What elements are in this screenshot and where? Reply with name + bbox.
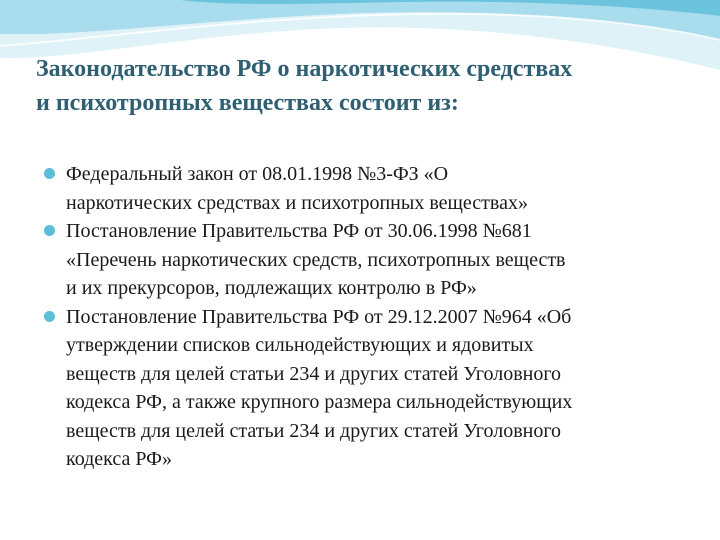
bullet-text-line: «Перечень наркотических средств, психотропных веществ: [66, 248, 566, 271]
bullet-list: [44, 160, 694, 474]
bullet-item-federal-law: [44, 160, 694, 217]
bullet-text-line: веществ для целей статьи 234 и других статей Уголовного: [66, 362, 562, 385]
slide-title: [36, 52, 696, 120]
bullet-text-line: утверждении списков сильнодействующих и ядовитых: [66, 334, 534, 356]
bullet-text-line: кодекса РФ, а также крупного размера сильнодействующих: [66, 391, 573, 413]
bullet-item-decree-681: [44, 217, 694, 303]
bullet-text-line: наркотических средствах и психотропных веществах»: [66, 191, 528, 214]
bullet-text-line: Федеральный закон от 08.01.1998 №3-ФЗ «О: [66, 163, 449, 185]
bullet-text-line: Постановление Правительства РФ от 30.06.1998 №681: [66, 220, 532, 242]
bullet-dot-icon: [44, 168, 55, 179]
bullet-text-line: веществ для целей статьи 234 и других статей Уголовного: [66, 419, 562, 442]
slide-title-line-1: Законодательство РФ о наркотических средствах: [36, 56, 573, 82]
bullet-dot-icon: [44, 311, 55, 322]
bullet-text-line: и их прекурсоров, подлежащих контролю в РФ»: [66, 277, 477, 299]
slide-title-line-2: и психотропных веществах состоит из:: [36, 90, 459, 116]
bullet-text-line: кодекса РФ»: [66, 448, 172, 470]
bullet-text-line: Постановление Правительства РФ от 29.12.2007 №964 «Об: [66, 305, 572, 328]
bullet-dot-icon: [44, 225, 55, 236]
bullet-item-decree-964: [44, 303, 694, 474]
